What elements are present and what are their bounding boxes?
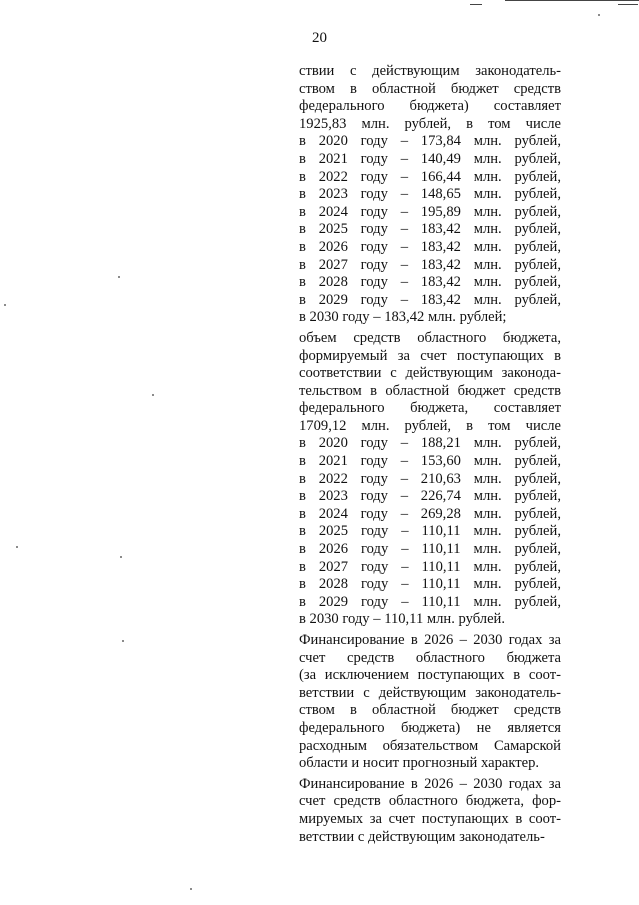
text-line: в 2027 году – 183,42 млн. рублей, — [299, 256, 561, 273]
text-line: в 2030 году – 183,42 млн. рублей; — [299, 309, 507, 326]
scan-artifact-dot — [152, 394, 154, 396]
text-line: в 2020 году – 173,84 млн. рублей, — [299, 133, 561, 150]
text-line: Финансирование в 2026 – 2030 годах за — [299, 775, 561, 792]
text-line: соответствии с действующим законода- — [299, 365, 561, 382]
text-line: в 2022 году – 210,63 млн. рублей, — [299, 470, 561, 487]
text-line: 1709,12 млн. рублей, в том числе — [299, 417, 561, 434]
text-line: ствии с действующим законодатель- — [299, 63, 561, 79]
text-line: в 2021 году – 153,60 млн. рублей, — [299, 453, 561, 470]
scan-artifact-dot — [118, 276, 120, 278]
text-line: ством в областной бюджет средств — [299, 80, 561, 97]
text-line: федерального бюджета, составляет — [299, 400, 561, 417]
text-line: в 2024 году – 195,89 млн. рублей, — [299, 203, 561, 220]
text-line: в 2020 году – 188,21 млн. рублей, — [299, 435, 561, 452]
scan-artifact-dot — [4, 304, 6, 306]
scan-artifact-dot — [122, 640, 124, 642]
paragraph — [299, 63, 561, 327]
text-line: ветствии с действующим законодатель- — [299, 828, 545, 845]
text-line: в 2025 году – 110,11 млн. рублей, — [299, 523, 561, 540]
paragraph — [299, 776, 561, 846]
text-column — [299, 63, 561, 846]
scan-artifact-dot — [16, 546, 18, 548]
text-line: в 2030 году – 110,11 млн. рублей. — [299, 611, 506, 628]
text-line: Финансирование в 2026 – 2030 годах за — [299, 632, 561, 648]
text-line: федерального бюджета) не является — [299, 719, 561, 736]
text-line: 1925,83 млн. рублей, в том числе — [299, 115, 561, 132]
page-number: 20 — [312, 30, 327, 46]
scan-artifact-line — [470, 4, 482, 5]
text-line: области и носит прогнозный характер. — [299, 755, 540, 772]
scan-artifact-line — [618, 4, 638, 5]
text-line: в 2023 году – 148,65 млн. рублей, — [299, 186, 561, 203]
text-line: в 2024 году – 269,28 млн. рублей, — [299, 505, 561, 522]
scan-artifact-line — [505, 0, 639, 1]
text-line: в 2022 году – 166,44 млн. рублей, — [299, 168, 561, 185]
text-line: мируемых за счет поступающих в соот- — [299, 810, 561, 827]
text-line: в 2027 году – 110,11 млн. рублей, — [299, 558, 561, 575]
text-line: (за исключением поступающих в соот- — [299, 667, 561, 684]
text-line: в 2029 году – 183,42 млн. рублей, — [299, 291, 561, 308]
text-line: расходным обязательством Самарской — [299, 737, 561, 754]
paragraph — [299, 632, 561, 773]
text-line: федерального бюджета) составляет — [299, 98, 561, 115]
text-line: в 2023 году – 226,74 млн. рублей, — [299, 488, 561, 505]
paragraph — [299, 330, 561, 629]
text-line: в 2028 году – 110,11 млн. рублей, — [299, 576, 561, 593]
scan-artifact-dot — [190, 888, 192, 890]
text-line: тельством в областной бюджет средств — [299, 382, 561, 399]
text-line: в 2021 году – 140,49 млн. рублей, — [299, 150, 561, 167]
text-line: в 2025 году – 183,42 млн. рублей, — [299, 221, 561, 238]
scan-artifact-dot — [598, 14, 600, 16]
scan-artifact-dot — [120, 556, 122, 558]
text-line: в 2029 году – 110,11 млн. рублей, — [299, 593, 561, 610]
text-line: формируемый за счет поступающих в — [299, 347, 561, 364]
text-line: ством в областной бюджет средств — [299, 702, 561, 719]
text-line: в 2026 году – 110,11 млн. рублей, — [299, 541, 561, 558]
text-line: объем средств областного бюджета, — [299, 329, 561, 346]
text-line: ветствии с действующим законодатель- — [299, 684, 561, 701]
text-line: в 2026 году – 183,42 млн. рублей, — [299, 238, 561, 255]
text-line: счет средств областного бюджета — [299, 649, 561, 666]
text-line: в 2028 году – 183,42 млн. рублей, — [299, 274, 561, 291]
text-line: счет средств областного бюджета, фор- — [299, 793, 561, 810]
